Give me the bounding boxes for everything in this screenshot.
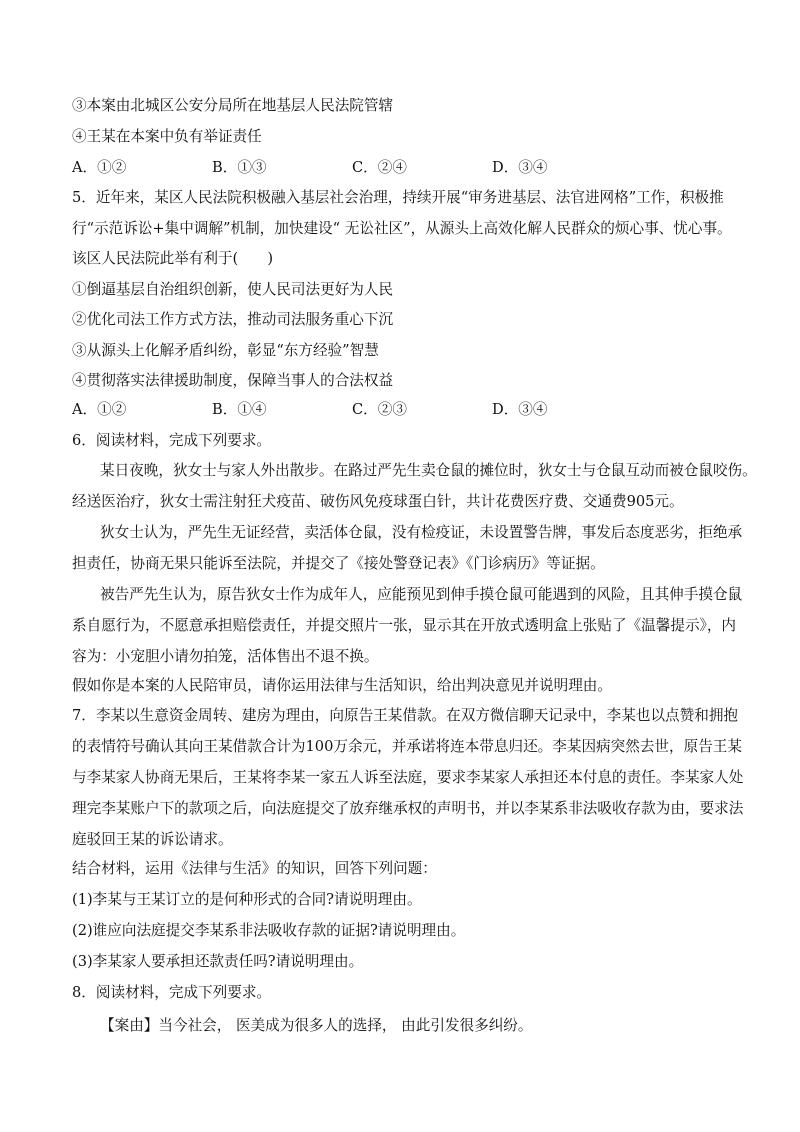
q5-stem-line1: 5．近年来，某区人民法院积极融入基层社会治理，持续开展“审务进基层、法官进网格”工作，积极推 (72, 189, 724, 206)
q7-subquestion-1: (1)李某与王某订立的是何种形式的合同?请说明理由。 (72, 891, 422, 908)
q7-stem-line5: 庭驳回王某的诉讼请求。 (72, 831, 233, 848)
q7-subquestion-3: (3)李某家人要承担还款责任吗?请说明理由。 (72, 953, 364, 970)
q5-option-c: C．②③ (352, 401, 407, 418)
q4-option-c: C．②④ (352, 159, 407, 176)
q4-statement-3: ③本案由北城区公安分局所在地基层人民法院管辖 (72, 97, 394, 114)
q5-option-a: A．①② (72, 401, 127, 418)
q5-statement-4: ④贯彻落实法律援助制度，保障当事人的合法权益 (72, 372, 394, 389)
q8-stem: 8．阅读材料，完成下列要求。 (72, 984, 272, 1001)
q6-stem: 6．阅读材料，完成下列要求。 (72, 432, 272, 449)
q4-statement-4: ④王某在本案中负有举证责任 (72, 128, 262, 145)
q6-material-p3-line3: 容为：小宠胆小请勿拍笼，活体售出不退不换。 (72, 648, 379, 665)
q4-option-d: D．③④ (492, 159, 548, 176)
q5-option-b: B．①④ (212, 401, 267, 418)
q6-requirement: 假如你是本案的人民陪审员，请你运用法律与生活知识，给出判决意见并说明理由。 (72, 677, 612, 694)
q6-material-p3-line2: 系自愿行为，不愿意承担赔偿责任，并提交照片一张，显示其在开放式透明盒上张贴了《温馨提示》，内 (72, 617, 737, 634)
q7-stem-line3: 与李某家人协商无果后，王某将李某一家五人诉至法庭，要求李某家人承担还本付息的责任。李某家人处 (72, 769, 744, 786)
q5-statement-3: ③从源头上化解矛盾纠纷，彰显“东方经验”智慧 (72, 342, 379, 359)
q7-stem-line2: 的表情符号确认其向王某借款合计为100万余元，并承诺将连本带息归还。李某因病突然去世，原告王某 (72, 738, 742, 755)
q7-subquestion-2: (2)谁应向法庭提交李某系非法吸收存款的证据?请说明理由。 (72, 922, 466, 939)
q5-stem-line3: 该区人民法院此举有利于( ) (72, 250, 274, 267)
q5-stem-line2: 行“示范诉讼+集中调解”机制，加快建设“ 无讼社区”，从源头上高效化解人民群众的烦心事、忧心事。 (72, 220, 732, 237)
q6-material-p1-line1: 某日夜晚，狄女士与家人外出散步。在路过严先生卖仓鼠的摊位时，狄女士与仓鼠互动而被仓鼠咬伤。 (100, 462, 757, 479)
q7-stem-line1: 7．李某以生意资金周转、建房为理由，向原告王某借款。在双方微信聊天记录中，李某也以点赞和拥抱 (72, 707, 739, 724)
q7-lead: 结合材料，运用《法律与生活》的知识，回答下列问题： (72, 860, 437, 877)
q5-statement-1: ①倒逼基层自治组织创新，使人民司法更好为人民 (72, 281, 394, 298)
q5-statement-2: ②优化司法工作方式方法，推动司法服务重心下沉 (72, 311, 394, 328)
q6-material-p1-line2: 经送医治疗，狄女士需注射狂犬疫苗、破伤风免疫球蛋白针，共计花费医疗费、交通费905元。 (72, 493, 684, 510)
q8-case: 【案由】当今社会， 医美成为很多人的选择， 由此引发很多纠纷。 (100, 1017, 533, 1034)
q4-option-a: A．①② (72, 159, 127, 176)
q6-material-p3-line1: 被告严先生认为，原告狄女士作为成年人，应能预见到伸手摸仓鼠可能遇到的风险，且其伸手摸仓鼠 (100, 586, 743, 603)
q6-material-p2-line1: 狄女士认为，严先生无证经营，卖活体仓鼠，没有检疫证，未设置警告牌，事发后态度恶劣，拒绝承 (100, 524, 743, 541)
q7-stem-line4: 理完李某账户下的款项之后，向法庭提交了放弃继承权的声明书，并以李某系非法吸收存款为由，要求法 (72, 800, 744, 817)
q5-option-d: D．③④ (492, 401, 548, 418)
q4-option-b: B．①③ (212, 159, 267, 176)
q6-material-p2-line2: 担责任，协商无果只能诉至法院，并提交了《接处警登记表》《门诊病历》等证据。 (72, 555, 605, 572)
